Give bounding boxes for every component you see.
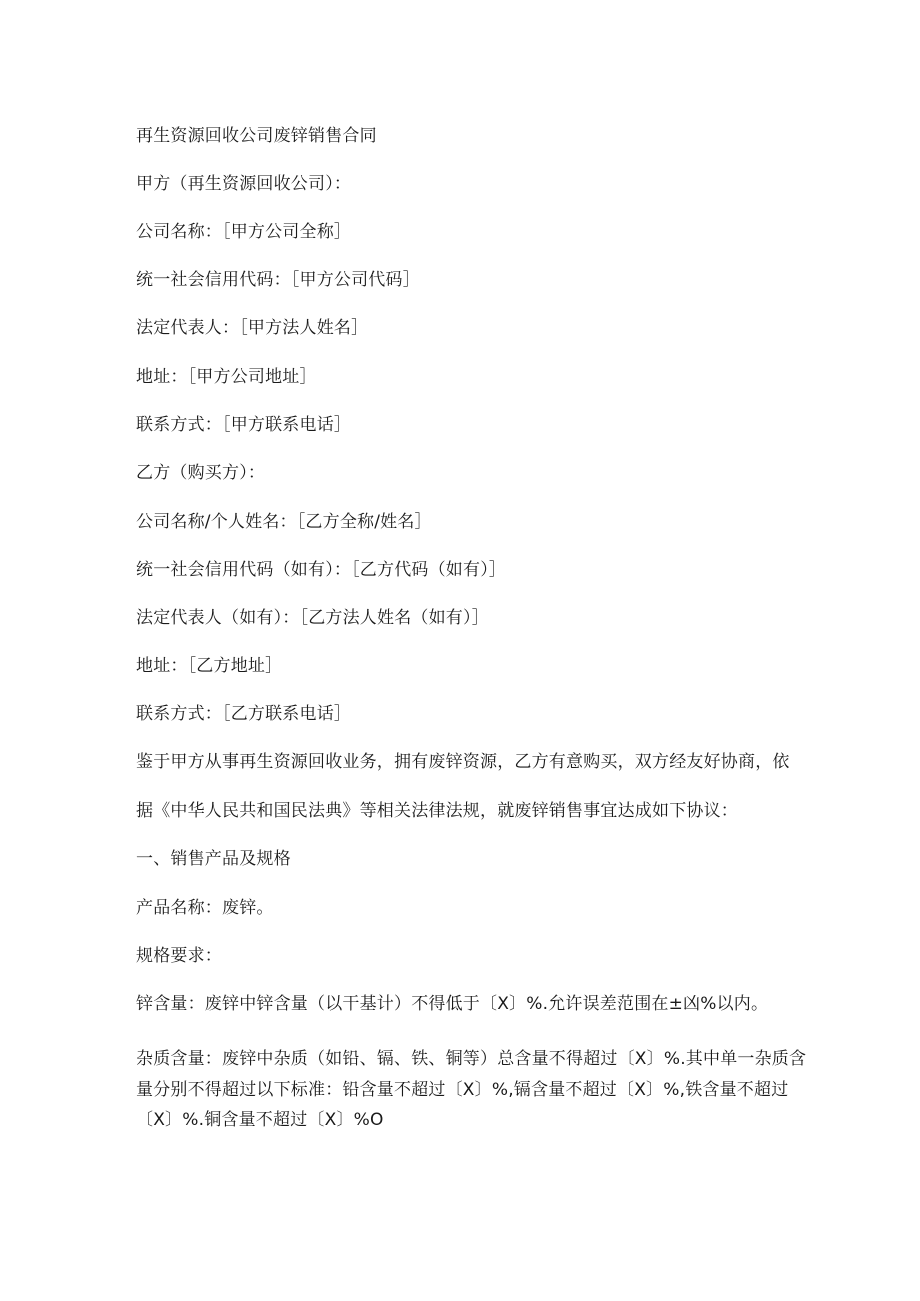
product-name: 产品名称：废锌。 (136, 898, 274, 918)
impurity-clause-line-3: 〔X〕%.铜含量不超过〔X〕%O (136, 1110, 384, 1130)
party-a-credit-code: 统一社会信用代码：［甲方公司代码］ (136, 270, 420, 290)
preamble-line-2: 据《中华人民共和国民法典》等相关法律法规，就废锌销售事宜达成如下协议： (136, 801, 738, 821)
document-title: 再生资源回收公司废锌销售合同 (136, 126, 377, 146)
party-b-company-name: 公司名称/个人姓名：［乙方全称/姓名］ (136, 512, 432, 532)
party-b-legal-rep: 法定代表人（如有）：［乙方法人姓名（如有）］ (136, 608, 489, 628)
spec-heading: 规格要求： (136, 946, 222, 966)
preamble-line-1: 鉴于甲方从事再生资源回收业务，拥有废锌资源，乙方有意购买，双方经友好协商，依 (136, 752, 790, 772)
party-b-address: 地址：［乙方地址］ (136, 656, 283, 676)
party-b-contact: 联系方式：［乙方联系电话］ (136, 704, 352, 724)
impurity-clause-line-1: 杂质含量：废锌中杂质（如铅、镉、铁、铜等）总含量不得超过〔X〕%.其中单一杂质含 (136, 1049, 807, 1069)
impurity-clause-line-2: 量分别不得超过以下标准：铅含量不超过〔X〕%,镉含量不超过〔X〕%,铁含量不超过 (136, 1080, 789, 1100)
party-a-contact: 联系方式：［甲方联系电话］ (136, 415, 352, 435)
section-1-heading: 一、销售产品及规格 (136, 849, 291, 869)
party-a-address: 地址：［甲方公司地址］ (136, 367, 317, 387)
party-b-heading: 乙方（购买方）： (136, 463, 266, 483)
party-a-heading: 甲方（再生资源回收公司）： (136, 174, 352, 194)
party-a-company-name: 公司名称：［甲方公司全称］ (136, 222, 352, 242)
party-b-credit-code: 统一社会信用代码（如有）：［乙方代码（如有）］ (136, 560, 507, 580)
party-a-legal-rep: 法定代表人：［甲方法人姓名］ (136, 318, 369, 338)
zinc-content-clause: 锌含量：废锌中锌含量（以干基计）不得低于〔X〕%.允许误差范围在±凶%以内。 (136, 994, 769, 1014)
